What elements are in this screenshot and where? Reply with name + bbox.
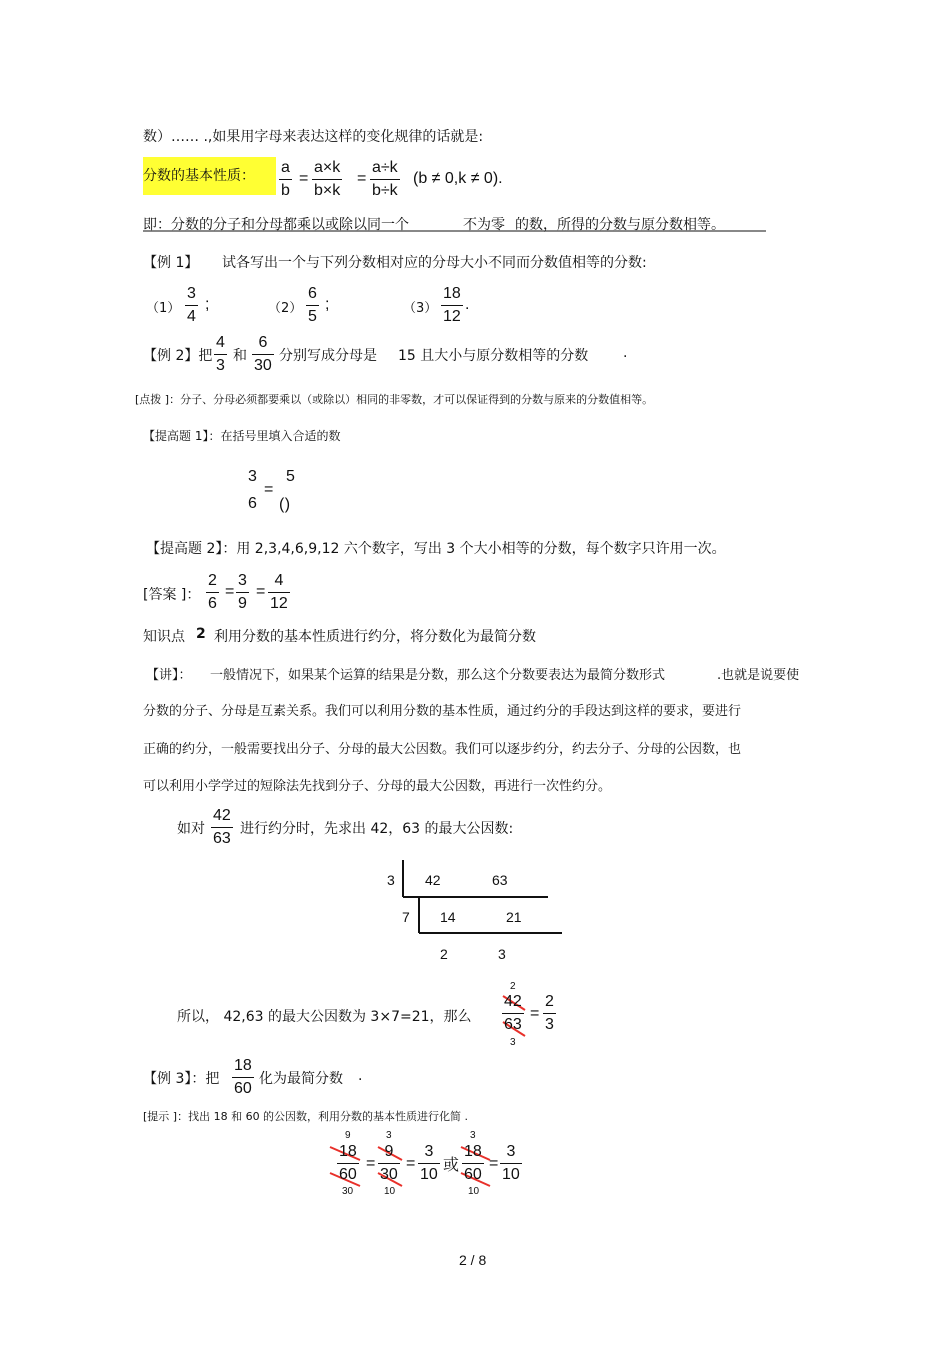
ex1-item3-punct: . (465, 296, 470, 313)
ex2-title: 【例 2】把 (143, 348, 213, 364)
kp2-number: 2 (196, 626, 206, 642)
chain-frac-5 (500, 1144, 522, 1183)
numerator: 2 (545, 993, 554, 1010)
formula-condition: (b ≠ 0,k ≠ 0). (413, 170, 503, 187)
q1-blank[interactable]: ( ) (279, 496, 289, 513)
q1-left-denominator: 6 (248, 495, 257, 512)
q1-right-numerator: 5 (286, 468, 295, 485)
division-value: 21 (506, 909, 522, 925)
equals-sign: = (225, 583, 235, 600)
denominator: 63 (504, 1016, 522, 1033)
division-quotient: 2 (440, 946, 448, 962)
division-value: 42 (425, 872, 441, 888)
numerator: 4 (274, 572, 284, 589)
lecture-line-3: 正确的约分，一般需要找出分子、分母的最大公因数。我们可以逐步约分，约去分子、分母的公因数，也 (143, 742, 742, 757)
denominator: 12 (443, 308, 461, 325)
property-label: 分数的基本性质： (143, 157, 276, 195)
denominator: 5 (308, 308, 317, 325)
numerator: a (281, 159, 290, 176)
ex1-title: 【例 1】 (143, 255, 199, 271)
conclusion-frac-result (543, 994, 556, 1033)
ex1-item1-label: （1） (146, 301, 181, 316)
denominator: b÷k (372, 182, 398, 199)
page-number: 2 / 8 (459, 1252, 487, 1268)
tip-1: [点拨 ]：分子、分母必须都要乘以（或除以）相同的非零数，才可以保证得到的分数与原来的分数值相等。 (135, 393, 654, 406)
ex1-item2-label: （2） (268, 301, 303, 316)
statement-part-a: 即：分数的分子和分母都乘以或除以同一个 (143, 217, 409, 233)
cancel-bottom: 3 (510, 1037, 516, 1048)
denominator: b (281, 182, 290, 199)
numerator: 3 (424, 1143, 434, 1160)
chain-frac-2 (378, 1144, 400, 1183)
q1-left-numerator: 3 (248, 468, 257, 485)
gcd-pre: 如对 (177, 821, 205, 837)
cancel-top: 3 (470, 1130, 476, 1141)
division-divisor-2: 7 (402, 909, 410, 925)
chain-frac-4 (462, 1144, 484, 1183)
numerator: 18 (339, 1143, 357, 1160)
cancel-top: 2 (510, 981, 516, 992)
denominator: b×k (314, 182, 341, 199)
ex2-num-text: 15 且大小与原分数相等的分数 (398, 348, 589, 364)
lecture-line-2: 分数的分子、分母是互素关系。我们可以利用分数的基本性质，通过约分的手段达到这样的要求，要进行 (143, 704, 742, 719)
lecture-label: 【讲】： (146, 668, 192, 683)
ex2-end: . (623, 345, 628, 361)
numerator: 2 (208, 572, 217, 589)
cancel-bottom: 30 (342, 1186, 354, 1197)
lecture-line-1-end: .也就是说要使 (717, 668, 800, 683)
ex2-text: 分别写成分母是 (279, 348, 377, 364)
cancel-top: 3 (386, 1130, 392, 1141)
gcd-text: 进行约分时，先求出 42，63 的最大公因数: (240, 821, 514, 837)
intro-line: 数）…… .,如果用字母来表达这样的变化规律的话就是: (143, 129, 484, 145)
ex3-title: 【例 3】：把 (143, 1071, 220, 1087)
denominator: 60 (464, 1166, 482, 1183)
numerator: 18 (234, 1057, 252, 1074)
division-quotient: 3 (498, 946, 506, 962)
numerator: 3 (187, 285, 196, 302)
lecture-line-1: 一般情况下，如果某个运算的结果是分数，那么这个分数要表达为最简分数形式 (210, 668, 666, 683)
numerator: 3 (238, 572, 247, 589)
chain-frac-1 (337, 1144, 359, 1183)
ex1-item3-label: （3） (403, 301, 438, 316)
division-value: 63 (492, 872, 508, 888)
numerator: a×k (314, 159, 341, 176)
q1-equals: = (264, 481, 274, 498)
ex3-end: . (358, 1068, 363, 1084)
division-value: 14 (440, 909, 456, 925)
denominator: 10 (420, 1166, 438, 1183)
chain-or: 或 (443, 1155, 460, 1174)
equals-sign: = (256, 583, 266, 600)
ex3-frac (232, 1058, 254, 1097)
ex1-item1-punct: ; (205, 296, 210, 313)
tip-3: [提示 ]：找出 18 和 60 的公因数，利用分数的基本性质进行化简 . (143, 1110, 469, 1123)
numerator: 42 (213, 807, 231, 824)
denominator: 60 (234, 1080, 252, 1097)
statement-part-b: 不为零 (463, 217, 505, 233)
denominator: 12 (270, 595, 288, 612)
equals-sign: = (406, 1155, 416, 1172)
denominator: 30 (380, 1166, 398, 1183)
equals-sign: = (299, 170, 309, 187)
numerator: a÷k (372, 159, 398, 176)
cancel-bottom: 10 (468, 1186, 480, 1197)
q1-title: 【提高题 1】：在括号里填入合适的数 (143, 429, 341, 443)
kp2-prefix: 知识点 (143, 629, 185, 645)
ex2-and: 和 (233, 348, 247, 364)
ex1-item2-punct: ; (325, 296, 330, 313)
chain-frac-3 (418, 1144, 440, 1183)
denominator: 4 (187, 308, 196, 325)
ex3-text: 化为最简分数 (259, 1071, 343, 1087)
statement-part-c: 的数，所得的分数与原分数相等。 (515, 217, 725, 233)
numerator: 42 (504, 993, 522, 1010)
numerator: 9 (384, 1143, 394, 1160)
kp2-text: 利用分数的基本性质进行约分，将分数化为最简分数 (214, 629, 536, 645)
numerator: 18 (443, 285, 461, 302)
equals-sign: = (489, 1155, 499, 1172)
denominator: 30 (254, 357, 272, 374)
numerator: 6 (308, 285, 317, 302)
conclusion-text: 所以， 42,63 的最大公因数为 3×7=21，那么 (177, 1009, 472, 1025)
equals-sign: = (366, 1155, 376, 1172)
numerator: 4 (216, 334, 225, 351)
numerator: 3 (506, 1143, 516, 1160)
cancel-top: 9 (345, 1130, 351, 1141)
denominator: 6 (208, 595, 217, 612)
cancel-bottom: 10 (384, 1186, 396, 1197)
q2-text: 【提高题 2】：用 2,3,4,6,9,12 六个数字，写出 3 个大小相等的分数，每个数字只许用一次。 (146, 541, 726, 557)
denominator: 9 (238, 595, 247, 612)
equals-sign: = (357, 170, 367, 187)
denominator: 3 (216, 357, 225, 374)
denominator: 60 (339, 1166, 357, 1183)
denominator: 10 (502, 1166, 520, 1183)
numerator: 18 (464, 1143, 482, 1160)
answer-label: [答案 ]： (143, 587, 201, 603)
conclusion-frac-original (502, 994, 524, 1033)
division-divisor-1: 3 (387, 872, 395, 888)
ex1-text: 试各写出一个与下列分数相对应的分母大小不同而分数值相等的分数: (222, 255, 647, 271)
denominator: 3 (545, 1016, 554, 1033)
lecture-line-4: 可以利用小学学过的短除法先找到分子、分母的最大公因数，再进行一次性约分。 (143, 779, 612, 794)
numerator: 6 (258, 334, 268, 351)
equals-sign: = (530, 1005, 540, 1022)
denominator: 63 (213, 830, 231, 847)
